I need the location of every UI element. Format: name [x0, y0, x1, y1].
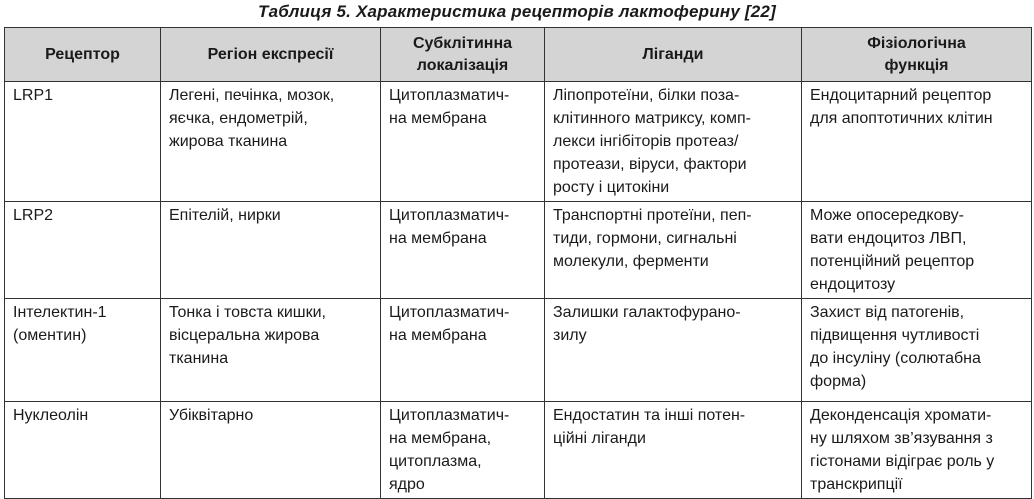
cell-line: форма) [810, 373, 867, 390]
cell-ligands [545, 402, 802, 499]
header-receptor-line: Рецептор [45, 45, 120, 63]
cell-expression-region [161, 202, 381, 299]
cell-localization [381, 82, 545, 202]
cell-line: потенційний рецептор [810, 253, 975, 270]
cell-line: цитоплазма, [389, 453, 482, 470]
cell-expression-region [161, 299, 381, 402]
cell-function [802, 299, 1032, 402]
cell-receptor [5, 82, 161, 202]
header-expression-line: Регіон експресії [207, 45, 334, 63]
header-ligands [545, 28, 802, 82]
cell-line: клітинного матриксу, комп- [553, 110, 751, 127]
header-function-line-1: Фізіологічна [867, 34, 966, 52]
header-receptor [5, 28, 161, 82]
cell-line: на мембрана [389, 230, 487, 247]
cell-ligands [545, 299, 802, 402]
header-ligands-line: Ліганди [642, 45, 704, 63]
cell-line: Може опосередкову- [810, 207, 964, 224]
cell-line: Цитоплазматич- [389, 207, 510, 224]
cell-line: Нуклеолін [13, 407, 89, 424]
table-row [5, 402, 1032, 499]
header-function-line-2: функція [884, 56, 949, 74]
cell-function [802, 402, 1032, 499]
cell-line: для апоптотичних клітин [810, 110, 993, 127]
header-expression-region [161, 28, 381, 82]
cell-line: росту і цитокіни [553, 179, 670, 196]
cell-localization [381, 299, 545, 402]
cell-line: Транспортні протеїни, пеп- [553, 207, 752, 224]
header-localization-line-2: локалізація [416, 56, 509, 74]
cell-line: ядро [389, 476, 425, 493]
cell-ligands [545, 202, 802, 299]
cell-receptor [5, 299, 161, 402]
receptor-table [4, 27, 1032, 499]
cell-line: протеази, віруси, фактори [553, 156, 747, 173]
cell-line: зилу [553, 327, 587, 344]
cell-line: Ендостатин та інші потен- [553, 407, 746, 424]
cell-line: Цитоплазматич- [389, 304, 510, 321]
cell-line: на мембрана [389, 110, 487, 127]
table-caption: Таблиця 5. Характеристика рецепторів лактоферину [22] [258, 2, 776, 21]
cell-line: ендоцитозу [810, 276, 896, 293]
cell-line: (оментин) [13, 327, 87, 344]
table-header [5, 28, 1032, 82]
cell-localization [381, 202, 545, 299]
cell-line: на мембрана, [389, 430, 492, 447]
cell-function [802, 82, 1032, 202]
table-row [5, 82, 1032, 202]
cell-line: Залишки галактофурано- [553, 304, 741, 321]
cell-line: Легені, печінка, мозок, [169, 87, 335, 104]
cell-line: на мембрана [389, 327, 487, 344]
header-subcellular-localization [381, 28, 545, 82]
cell-line: Захист від патогенів, [810, 304, 965, 321]
cell-line: тканина [169, 350, 229, 367]
cell-line: лекси інгібіторів протеаз/ [553, 133, 739, 150]
cell-line: LRP2 [13, 207, 54, 224]
cell-line: до інсуліну (солютабна [810, 350, 981, 367]
cell-line: підвищення чутливості [810, 327, 980, 344]
cell-expression-region [161, 402, 381, 499]
cell-line: LRP1 [13, 87, 54, 104]
header-localization-line-1: Субклітинна [412, 34, 513, 52]
cell-line: Тонка і товста кишки, [169, 304, 326, 321]
cell-line: ну шляхом зв’язування з [810, 430, 993, 447]
cell-line: молекули, ферменти [553, 253, 709, 270]
cell-line: гістонами відіграє роль у [810, 453, 995, 470]
cell-line: Цитоплазматич- [389, 87, 510, 104]
cell-line: вати ендоцитоз ЛВП, [810, 230, 967, 247]
table-body [5, 82, 1032, 499]
cell-line: транскрипції [810, 476, 903, 493]
table-row [5, 202, 1032, 299]
cell-receptor [5, 402, 161, 499]
cell-line: жирова тканина [169, 133, 288, 150]
cell-receptor [5, 202, 161, 299]
cell-line: Епітелій, нирки [169, 207, 281, 224]
cell-line: Убіквітарно [169, 407, 254, 424]
cell-ligands [545, 82, 802, 202]
cell-line: Ендоцитарний рецептор [810, 87, 992, 104]
cell-line: ційні ліганди [553, 430, 646, 447]
cell-localization [381, 402, 545, 499]
cell-line: Інтелектин-1 [13, 304, 107, 321]
cell-expression-region [161, 82, 381, 202]
cell-line: вісцеральна жирова [169, 327, 320, 344]
table-row [5, 299, 1032, 402]
header-row [5, 28, 1032, 82]
cell-function [802, 202, 1032, 299]
header-physiological-function [802, 28, 1032, 82]
cell-line: Цитоплазматич- [389, 407, 510, 424]
cell-line: Деконденсація хромати- [810, 407, 992, 424]
cell-line: Ліпопротеїни, білки поза- [553, 87, 740, 104]
cell-line: тиди, гормони, сигнальні [553, 230, 737, 247]
cell-line: яєчка, ендометрій, [169, 110, 308, 127]
